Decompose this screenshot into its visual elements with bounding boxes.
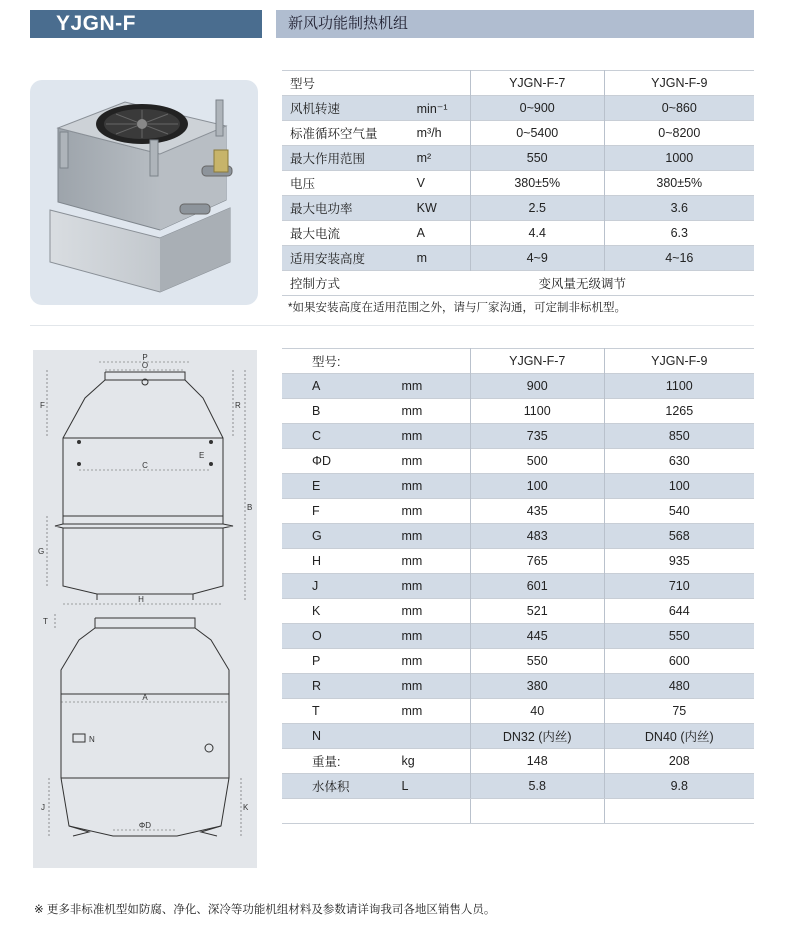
value-model-9: 100 — [604, 474, 754, 499]
value-model-9: 644 — [604, 599, 754, 624]
custom-height-note: *如果安装高度在适用范围之外，请与厂家沟通，可定制非标机型。 — [288, 302, 626, 314]
value-model-7: 435 — [470, 499, 604, 524]
row-unit: min⁻¹ — [411, 96, 471, 121]
value-model-9: 1000 — [604, 146, 754, 171]
row-label: 水体积 — [282, 774, 402, 799]
table-row — [282, 749, 754, 774]
row-label: O — [282, 624, 402, 649]
row-unit: mm — [402, 599, 471, 624]
value-model-9: 710 — [604, 574, 754, 599]
label-o: O — [141, 361, 149, 370]
empty-cell — [470, 799, 604, 824]
row-unit: mm — [402, 674, 471, 699]
row-label: C — [282, 424, 402, 449]
value-model-7: 100 — [470, 474, 604, 499]
row-unit: mm — [402, 449, 471, 474]
row-unit: mm — [402, 624, 471, 649]
unit-header — [411, 71, 471, 96]
value-model-9: 4~16 — [604, 246, 754, 271]
table-row — [282, 474, 754, 499]
row-label: B — [282, 399, 402, 424]
row-label: 电压 — [282, 171, 411, 196]
value-model-9: 630 — [604, 449, 754, 474]
model-9-header: YJGN-F-9 — [604, 349, 754, 374]
row-unit: mm — [402, 474, 471, 499]
row-unit: mm — [402, 374, 471, 399]
row-label: 重量: — [282, 749, 402, 774]
table-row — [282, 221, 754, 246]
row-label: P — [282, 649, 402, 674]
value-model-7: 445 — [470, 624, 604, 649]
value-model-9: 0~860 — [604, 96, 754, 121]
value-model-9: 9.8 — [604, 774, 754, 799]
row-label: H — [282, 549, 402, 574]
row-label: 适用安装高度 — [282, 246, 411, 271]
label-k: K — [243, 803, 249, 812]
label-p: P — [142, 353, 148, 362]
row-unit: m² — [411, 146, 471, 171]
value-model-9: 550 — [604, 624, 754, 649]
label-f: F — [40, 401, 45, 410]
table-row — [282, 374, 754, 399]
table-row — [282, 599, 754, 624]
table-header-row — [282, 349, 754, 374]
table-row — [282, 449, 754, 474]
row-unit: mm — [402, 524, 471, 549]
table-row — [282, 649, 754, 674]
row-unit: mm — [402, 499, 471, 524]
row-label: N — [282, 724, 402, 749]
value-model-7: 765 — [470, 549, 604, 574]
heating-unit-illustration — [30, 80, 258, 305]
row-label: K — [282, 599, 402, 624]
row-label: 标准循环空气量 — [282, 121, 411, 146]
label-j: J — [41, 803, 45, 812]
table-row — [282, 424, 754, 449]
label-c: C — [142, 461, 148, 470]
product-photo — [30, 80, 258, 305]
value-model-9: 208 — [604, 749, 754, 774]
row-label: 最大电功率 — [282, 196, 411, 221]
row-label: T — [282, 699, 402, 724]
row-unit: mm — [402, 649, 471, 674]
row-unit: mm — [402, 399, 471, 424]
row-label: 最大电流 — [282, 221, 411, 246]
more-models-note: ※ 更多非标准机型如防腐、净化、深冷等功能机组材料及参数请详询我司各地区销售人员。 — [34, 904, 496, 916]
value-model-7: 483 — [470, 524, 604, 549]
value-model-9: 935 — [604, 549, 754, 574]
table-row — [282, 499, 754, 524]
row-unit: mm — [402, 549, 471, 574]
table-row — [282, 674, 754, 699]
value-model-7: 4~9 — [470, 246, 604, 271]
table-row — [282, 524, 754, 549]
value-model-7: 900 — [470, 374, 604, 399]
table-row — [282, 724, 754, 749]
value-model-7: 380 — [470, 674, 604, 699]
value-model-7: 0~900 — [470, 96, 604, 121]
label-e: E — [199, 451, 205, 460]
model-7-header: YJGN-F-7 — [470, 71, 604, 96]
table-row — [282, 399, 754, 424]
control-mode-value: 变风量无级调节 — [411, 271, 754, 296]
value-model-7: 550 — [470, 649, 604, 674]
label-t: T — [43, 617, 48, 626]
value-model-9: 6.3 — [604, 221, 754, 246]
row-label: E — [282, 474, 402, 499]
table-row — [282, 624, 754, 649]
value-model-7: 380±5% — [470, 171, 604, 196]
dimension-drawing — [33, 350, 257, 868]
table-row — [282, 549, 754, 574]
value-model-9: 1100 — [604, 374, 754, 399]
model-header: YJGN-F — [30, 10, 262, 38]
performance-spec-table — [282, 70, 754, 296]
model-9-header: YJGN-F-9 — [604, 71, 754, 96]
label-h: H — [138, 595, 144, 604]
table-row — [282, 574, 754, 599]
value-model-7: 1100 — [470, 399, 604, 424]
row-unit: m³/h — [411, 121, 471, 146]
row-unit: kg — [402, 749, 471, 774]
value-model-7: 550 — [470, 146, 604, 171]
row-label: A — [282, 374, 402, 399]
empty-cell — [604, 799, 754, 824]
label-b: B — [247, 503, 253, 512]
value-model-9: 600 — [604, 649, 754, 674]
value-model-7: 521 — [470, 599, 604, 624]
row-label: F — [282, 499, 402, 524]
unit-header — [402, 349, 471, 374]
value-model-9: 380±5% — [604, 171, 754, 196]
row-label: 最大作用范围 — [282, 146, 411, 171]
dimension-spec-table — [282, 348, 754, 824]
value-model-7: 5.8 — [470, 774, 604, 799]
value-model-7: 500 — [470, 449, 604, 474]
table-row — [282, 121, 754, 146]
dimension-drawing-svg — [33, 350, 257, 868]
label-a: A — [142, 693, 148, 702]
label-g: G — [38, 547, 45, 556]
value-model-7: 2.5 — [470, 196, 604, 221]
table-row — [282, 774, 754, 799]
table-row — [282, 96, 754, 121]
value-model-7: 148 — [470, 749, 604, 774]
row-unit: m — [411, 246, 471, 271]
row-unit: L — [402, 774, 471, 799]
table-row — [282, 171, 754, 196]
empty-cell — [402, 799, 471, 824]
row-unit: mm — [402, 574, 471, 599]
row-label: ΦD — [282, 449, 402, 474]
value-model-9: 850 — [604, 424, 754, 449]
table-row — [282, 196, 754, 221]
row-label: G — [282, 524, 402, 549]
value-model-9: 480 — [604, 674, 754, 699]
value-model-9: 540 — [604, 499, 754, 524]
value-model-7: DN32 (内丝) — [470, 724, 604, 749]
table-row-empty — [282, 799, 754, 824]
empty-cell — [282, 799, 402, 824]
row-label: 风机转速 — [282, 96, 411, 121]
row-label: R — [282, 674, 402, 699]
control-mode-row — [282, 271, 754, 296]
section-divider — [30, 325, 754, 326]
table-row — [282, 146, 754, 171]
value-model-9: DN40 (内丝) — [604, 724, 754, 749]
row-unit: mm — [402, 424, 471, 449]
row-unit: mm — [402, 699, 471, 724]
value-model-7: 735 — [470, 424, 604, 449]
value-model-7: 0~5400 — [470, 121, 604, 146]
value-model-9: 75 — [604, 699, 754, 724]
row-unit — [402, 724, 471, 749]
value-model-9: 1265 — [604, 399, 754, 424]
value-model-7: 601 — [470, 574, 604, 599]
label-n: N — [89, 735, 95, 744]
label-r: R — [235, 401, 241, 410]
product-title-header: 新风功能制热机组 — [276, 10, 754, 38]
value-model-7: 4.4 — [470, 221, 604, 246]
table-row — [282, 246, 754, 271]
value-model-9: 3.6 — [604, 196, 754, 221]
model-label: 型号: — [282, 349, 402, 374]
row-unit: A — [411, 221, 471, 246]
table-header-row — [282, 71, 754, 96]
model-label: 型号 — [282, 71, 411, 96]
table-row — [282, 699, 754, 724]
model-7-header: YJGN-F-7 — [470, 349, 604, 374]
row-label: 控制方式 — [282, 271, 411, 296]
row-unit: KW — [411, 196, 471, 221]
value-model-9: 568 — [604, 524, 754, 549]
value-model-9: 0~8200 — [604, 121, 754, 146]
value-model-7: 40 — [470, 699, 604, 724]
row-unit: V — [411, 171, 471, 196]
label-phi-d: ΦD — [138, 821, 152, 830]
row-label: J — [282, 574, 402, 599]
